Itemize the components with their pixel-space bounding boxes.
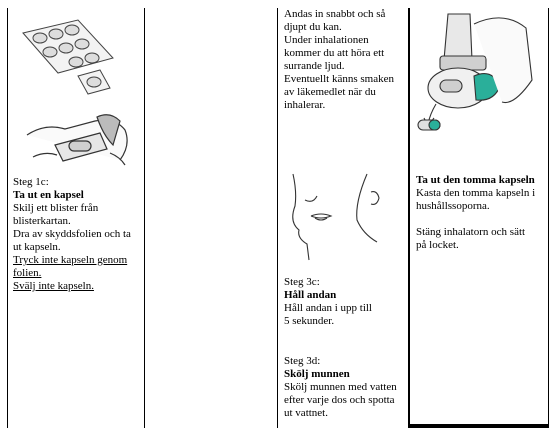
warning-line: Tryck inte kapseln genom [13, 254, 128, 266]
instruction-line: Skilj ett blister från [13, 202, 99, 214]
step-heading: Ta ut en kapsel [13, 189, 84, 201]
instruction-line: Eventuellt känns smaken [284, 73, 394, 85]
warning-line: Svälj inte kapseln. [13, 280, 94, 292]
blister-card-illustration [18, 18, 118, 98]
instruction-line: kommer du att höra ett [284, 47, 385, 59]
instruction-line: surrande ljud. [284, 60, 345, 72]
warning-line: folien. [13, 267, 42, 279]
step-1c-text [13, 176, 131, 293]
inhaler-capsule-removal-illustration [414, 10, 539, 138]
instruction-line: efter varje dos och spotta [284, 394, 395, 406]
column-divider-5 [548, 8, 549, 428]
column-divider-2 [144, 8, 145, 428]
column-divider-4 [408, 8, 410, 428]
instruction-line: ut kapseln. [13, 241, 61, 253]
instruction-line: Håll andan i upp till [284, 302, 372, 314]
instruction-line: 5 sekunder. [284, 315, 335, 327]
face-holding-breath-illustration [285, 172, 385, 262]
instruction-line: inhalerar. [284, 99, 326, 111]
instruction-line: blisterkartan. [13, 215, 71, 227]
instruction-line: Skölj munnen med vatten [284, 381, 397, 393]
instruction-line: hushållssoporna. [416, 200, 490, 212]
instruction-line: Under inhalationen [284, 34, 369, 46]
bottom-rule [408, 424, 549, 428]
step-label: Steg 3d: [284, 355, 321, 367]
instruction-line: ut vattnet. [284, 407, 328, 419]
step-label: Steg 1c: [13, 176, 49, 188]
note-line: Stäng inhalatorn och sätt [416, 226, 526, 238]
step-heading: Ta ut den tomma kapseln [416, 174, 535, 186]
step-label: Steg 3c: [284, 276, 320, 288]
step-heading: Håll andan [284, 289, 337, 301]
instruction-line: Andas in snabbt och så [284, 8, 386, 20]
instruction-line: Dra av skyddsfolien och ta [13, 228, 131, 240]
instruction-line: djupt du kan. [284, 21, 342, 33]
peel-foil-hand-illustration [25, 105, 135, 167]
remove-capsule-text [416, 174, 535, 252]
spacer [416, 213, 535, 226]
note-line: på locket. [416, 239, 459, 251]
column-divider-3 [277, 8, 278, 428]
inhale-instructions [284, 8, 394, 112]
step-heading: Skölj munnen [284, 368, 350, 380]
step-3d-text [284, 355, 397, 420]
instruction-line: Kasta den tomma kapseln i [416, 187, 536, 199]
step-3c-text [284, 276, 372, 328]
column-divider-1 [7, 8, 8, 428]
instruction-line: av läkemedlet när du [284, 86, 376, 98]
